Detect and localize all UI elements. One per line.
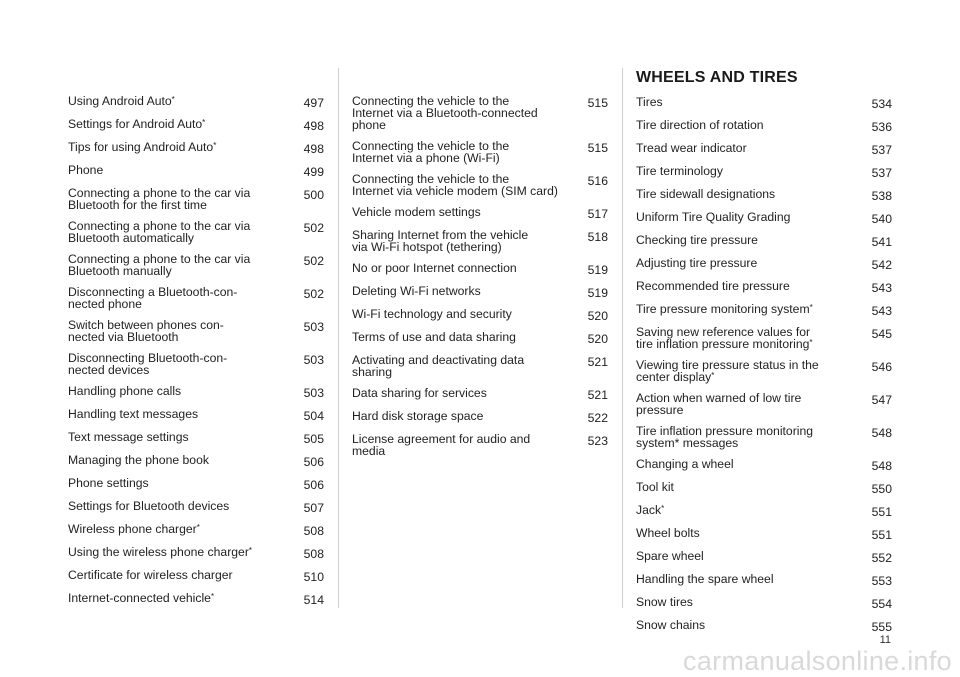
toc-entry-page: 523 (587, 434, 608, 448)
toc-entry-line: via Wi-Fi hotspot (tethering) (352, 240, 502, 254)
toc-entry-line: Action when warned of low tire (636, 391, 802, 405)
toc-entry-line: Uniform Tire Quality Grading (636, 210, 791, 224)
toc-entry[interactable] (636, 481, 892, 495)
watermark: carmanualsonline.info (683, 646, 952, 676)
toc-entry-line: Hard disk storage space (352, 409, 484, 423)
toc-entry-title (636, 550, 864, 562)
toc-entry-line: No or poor Internet connection (352, 261, 517, 275)
toc-entry-line: Bluetooth manually (68, 264, 172, 278)
toc-entry[interactable] (352, 140, 608, 164)
footnote-star: * (213, 141, 217, 150)
toc-entry-page: 555 (871, 620, 892, 634)
toc-entry-title (636, 392, 864, 416)
toc-entry[interactable] (68, 187, 324, 211)
toc-entry-title (352, 410, 580, 422)
toc-column-3 (636, 69, 892, 642)
toc-entry-page: 548 (871, 459, 892, 473)
toc-entry-line: License agreement for audio and (352, 432, 531, 446)
toc-entry-line: Settings for Android Auto (68, 117, 203, 131)
toc-entry-line: Certificate for wireless charger (68, 568, 233, 582)
toc-entry-line: tire inflation pressure monitoring (636, 337, 810, 351)
toc-entry-page: 552 (871, 551, 892, 565)
toc-entry-title (636, 596, 864, 608)
toc-entry-title (636, 619, 864, 631)
footnote-star: * (202, 118, 206, 127)
toc-entry[interactable] (636, 234, 892, 248)
toc-entry-title (68, 569, 296, 581)
toc-entry-page: 502 (303, 221, 324, 235)
toc-entry-page: 502 (303, 287, 324, 301)
toc-entry-line: nected phone (68, 297, 142, 311)
toc-entry-page: 499 (303, 165, 324, 179)
toc-entry[interactable] (352, 308, 608, 322)
toc-entry-page: 498 (303, 119, 324, 133)
toc-entry-title (68, 187, 296, 211)
toc-entry-page: 503 (303, 386, 324, 400)
toc-entry-line: nected devices (68, 363, 150, 377)
toc-entry-line: pressure (636, 403, 684, 417)
toc-entry-line: Tire inflation pressure monitoring (636, 424, 814, 438)
toc-entry-line: Connecting the vehicle to the (352, 172, 510, 186)
toc-entry-page: 537 (871, 143, 892, 157)
toc-entry[interactable] (636, 504, 892, 518)
toc-entry-page: 503 (303, 353, 324, 367)
toc-entry-line: nected via Bluetooth (68, 330, 179, 344)
toc-entry[interactable] (68, 286, 324, 310)
toc-entry[interactable] (68, 546, 324, 560)
toc-entry-title (352, 206, 580, 218)
toc-entry[interactable] (636, 119, 892, 133)
toc-entry-line: Tread wear indicator (636, 141, 747, 155)
toc-entry-line: Connecting the vehicle to the (352, 94, 510, 108)
toc-entry-page: 510 (303, 570, 324, 584)
toc-entry-page: 518 (587, 230, 608, 244)
toc-entry[interactable] (68, 164, 324, 178)
toc-entry-line: Managing the phone book (68, 453, 209, 467)
toc-entry-title (352, 331, 580, 343)
toc-entry-line: Adjusting tire pressure (636, 256, 758, 270)
toc-entry-line: Using the wireless phone charger (68, 545, 249, 559)
toc-entry[interactable] (636, 303, 892, 317)
toc-entry-line: Tire sidewall designations (636, 187, 776, 201)
toc-entry-line: Vehicle modem settings (352, 205, 481, 219)
footnote-star: * (809, 338, 813, 347)
toc-entry-page: 497 (303, 96, 324, 110)
toc-entry[interactable] (68, 319, 324, 343)
footnote-star: * (210, 592, 215, 601)
toc-entry-line: Internet-connected vehicle (68, 591, 211, 605)
toc-entry-line: Changing a wheel (636, 457, 734, 471)
toc-entry-line: sharing (352, 365, 392, 379)
toc-entry-title (636, 280, 864, 292)
toc-entry-page: 516 (587, 174, 608, 188)
toc-entry-title (636, 165, 864, 177)
toc-entry[interactable] (636, 392, 892, 416)
toc-entry-title (68, 253, 296, 277)
toc-entry-title (68, 286, 296, 310)
toc-entry[interactable] (68, 500, 324, 514)
toc-entry[interactable] (636, 359, 892, 383)
toc-entry[interactable] (636, 211, 892, 225)
toc-entry-line: Wireless phone charger (68, 522, 197, 536)
toc-entry-line: Handling text messages (68, 407, 199, 421)
toc-column-2 (352, 95, 608, 466)
toc-entry[interactable] (68, 454, 324, 468)
toc-entry[interactable] (352, 433, 608, 457)
toc-entry-line: Recommended tire pressure (636, 279, 790, 293)
toc-entry-page: 541 (871, 235, 892, 249)
toc-entry-line: Using Android Auto (68, 94, 172, 108)
toc-entry-page: 517 (587, 207, 608, 221)
toc-entry-title (68, 408, 296, 420)
toc-entry-title (352, 173, 580, 197)
toc-entry-page: 554 (871, 597, 892, 611)
toc-entry-line: Data sharing for services (352, 386, 487, 400)
toc-entry-page: 551 (871, 505, 892, 519)
toc-entry[interactable] (352, 354, 608, 378)
toc-entry-title (352, 433, 580, 457)
toc-entry-title (636, 504, 864, 516)
toc-entry-line: Viewing tire pressure status in the (636, 358, 819, 372)
toc-entry[interactable] (68, 431, 324, 445)
toc-entry-line: Tire direction of rotation (636, 118, 764, 132)
toc-entry-page: 520 (587, 332, 608, 346)
toc-entry-title (68, 319, 296, 343)
toc-entry-page: 515 (587, 141, 608, 155)
toc-entry-line: Handling the spare wheel (636, 572, 774, 586)
toc-entry-title (68, 592, 296, 604)
toc-entry-title (352, 387, 580, 399)
toc-entry-page: 508 (303, 547, 324, 561)
toc-entry-line: Deleting Wi-Fi networks (352, 284, 481, 298)
toc-entry-page: 547 (871, 393, 892, 407)
toc-entry-page: 521 (587, 388, 608, 402)
toc-entry-title (352, 308, 580, 320)
toc-entry-title (68, 546, 296, 558)
toc-entry-page: 536 (871, 120, 892, 134)
footnote-star: * (171, 95, 175, 104)
toc-entry[interactable] (68, 408, 324, 422)
toc-entry-line: Phone (68, 163, 104, 177)
toc-entry-title (68, 500, 296, 512)
toc-entry-line: Internet via vehicle modem (SIM card) (352, 184, 558, 198)
column-divider (622, 68, 623, 608)
toc-entry-page: 519 (587, 263, 608, 277)
toc-entry-title (352, 95, 580, 131)
toc-entry-title (352, 262, 580, 274)
toc-entry-line: Settings for Bluetooth devices (68, 499, 230, 513)
toc-entry[interactable] (636, 458, 892, 472)
toc-entry-title (636, 326, 864, 350)
toc-entry[interactable] (68, 569, 324, 583)
toc-entry-line: phone (352, 118, 386, 132)
toc-entry-page: 520 (587, 309, 608, 323)
toc-entry-page: 498 (303, 142, 324, 156)
toc-entry-page: 515 (587, 96, 608, 110)
toc-entry-title (352, 140, 580, 164)
toc-entry-page: 506 (303, 478, 324, 492)
toc-entry-line: Tire terminology (636, 164, 723, 178)
toc-entry[interactable] (352, 95, 608, 131)
toc-entry[interactable] (636, 527, 892, 541)
toc-entry-page: 553 (871, 574, 892, 588)
toc-entry-page: 543 (871, 304, 892, 318)
toc-entry-line: Connecting the vehicle to the (352, 139, 510, 153)
toc-entry-page: 538 (871, 189, 892, 203)
toc-entry-line: media (352, 444, 386, 458)
toc-entry-page: 522 (587, 411, 608, 425)
toc-entry-line: Switch between phones con- (68, 318, 224, 332)
toc-entry-title (68, 118, 296, 130)
toc-entry-line: Tool kit (636, 480, 674, 494)
toc-entry-line: Checking tire pressure (636, 233, 758, 247)
toc-entry[interactable] (636, 326, 892, 350)
toc-entry-title (352, 354, 580, 378)
toc-entry-title (636, 527, 864, 539)
toc-column-1 (68, 95, 324, 615)
toc-entry-title (636, 481, 864, 493)
toc-entry-page: 505 (303, 432, 324, 446)
toc-entry-page: 502 (303, 254, 324, 268)
toc-entry-line: Connecting a phone to the car via (68, 186, 251, 200)
toc-entry[interactable] (352, 331, 608, 345)
footnote-star: * (711, 371, 715, 380)
toc-entry-line: Internet via a phone (Wi-Fi) (352, 151, 500, 165)
toc-entry-title (68, 477, 296, 489)
toc-entry[interactable] (68, 352, 324, 376)
toc-entry[interactable] (636, 280, 892, 294)
toc-entry[interactable] (352, 262, 608, 276)
toc-entry-line: Disconnecting a Bluetooth-con- (68, 285, 238, 299)
toc-entry-page: 537 (871, 166, 892, 180)
toc-entry-title (636, 573, 864, 585)
toc-entry-title (636, 96, 864, 108)
toc-entry-line: Handling phone calls (68, 384, 182, 398)
toc-entry-title (636, 188, 864, 200)
toc-entry[interactable] (636, 596, 892, 610)
toc-entry[interactable] (636, 425, 892, 449)
toc-entry-page: 548 (871, 426, 892, 440)
toc-entry-line: Snow chains (636, 618, 706, 632)
toc-entry-line: Bluetooth for the first time (68, 198, 207, 212)
toc-entry-title (68, 523, 296, 535)
toc-entry-line: center display (636, 370, 712, 384)
toc-entry-page: 500 (303, 188, 324, 202)
toc-entry-title (68, 454, 296, 466)
toc-entry[interactable] (68, 523, 324, 537)
toc-entry-line: Activating and deactivating data (352, 353, 525, 367)
toc-entry-title (68, 431, 296, 443)
toc-entry[interactable] (352, 206, 608, 220)
toc-entry-line: Jack (636, 503, 662, 517)
toc-entry[interactable] (352, 229, 608, 253)
toc-entry[interactable] (636, 619, 892, 633)
toc-entry-line: Internet via a Bluetooth-connected (352, 106, 538, 120)
toc-entry-title (68, 164, 296, 176)
toc-entry-page: 542 (871, 258, 892, 272)
toc-entry-page: 519 (587, 286, 608, 300)
toc-entry[interactable] (636, 96, 892, 110)
toc-entry-page: 503 (303, 320, 324, 334)
toc-entry[interactable] (68, 220, 324, 244)
toc-entry[interactable] (68, 118, 324, 132)
toc-entry-line: Wheel bolts (636, 526, 700, 540)
toc-entry[interactable] (68, 477, 324, 491)
footnote-star: * (661, 504, 665, 513)
toc-entry-title (636, 119, 864, 131)
toc-entry-page: 546 (871, 360, 892, 374)
toc-entry-title (636, 359, 864, 383)
toc-entry-line: Terms of use and data sharing (352, 330, 516, 344)
toc-entry-line: Snow tires (636, 595, 693, 609)
toc-entry-line: Tire pressure monitoring system (636, 302, 810, 316)
toc-entry-page: 504 (303, 409, 324, 423)
toc-entry-page: 514 (303, 593, 324, 607)
toc-entry[interactable] (68, 592, 324, 606)
toc-entry[interactable] (352, 285, 608, 299)
toc-entry-page: 508 (303, 524, 324, 538)
toc-entry-title (68, 95, 296, 107)
toc-entry[interactable] (68, 95, 324, 109)
toc-entry[interactable] (68, 141, 324, 155)
toc-entry-title (68, 220, 296, 244)
toc-entry[interactable] (636, 257, 892, 271)
toc-entry[interactable] (636, 142, 892, 156)
toc-entry-line: Bluetooth automatically (68, 231, 195, 245)
toc-entry-line: Tips for using Android Auto (68, 140, 214, 154)
toc-entry-title (352, 229, 580, 253)
column-divider (338, 68, 339, 608)
toc-entry-line: Wi-Fi technology and security (352, 307, 512, 321)
toc-entry-title (636, 425, 864, 449)
toc-entry[interactable] (636, 165, 892, 179)
toc-entry-title (636, 234, 864, 246)
footnote-star: * (248, 546, 253, 555)
toc-entry-title (352, 285, 580, 297)
toc-entry-page: 506 (303, 455, 324, 469)
page-number: 11 (879, 634, 891, 646)
toc-entry-page: 545 (871, 327, 892, 341)
toc-entry-line: Saving new reference values for (636, 325, 811, 339)
toc-entry[interactable] (68, 385, 324, 399)
toc-entry-line: system* messages (636, 436, 739, 450)
toc-entry[interactable] (352, 173, 608, 197)
toc-entry-line: Disconnecting Bluetooth-con- (68, 351, 228, 365)
toc-entry-line: Connecting a phone to the car via (68, 252, 251, 266)
footnote-star: * (196, 523, 200, 532)
footnote-star: * (809, 303, 813, 312)
toc-entry-page: 521 (587, 355, 608, 369)
toc-entry-page: 550 (871, 482, 892, 496)
toc-entry-page: 507 (303, 501, 324, 515)
section-title: WHEELS AND TIRES (636, 69, 798, 86)
toc-entry-title (68, 352, 296, 376)
toc-entry[interactable] (352, 410, 608, 424)
toc-entry-line: Connecting a phone to the car via (68, 219, 251, 233)
toc-entry-title (636, 211, 864, 223)
toc-entry-page: 543 (871, 281, 892, 295)
toc-entry-page: 534 (871, 97, 892, 111)
toc-entry-line: Text message settings (68, 430, 189, 444)
toc-entry[interactable] (68, 253, 324, 277)
toc-entry-title (636, 458, 864, 470)
toc-entry[interactable] (352, 387, 608, 401)
toc-entry-line: Phone settings (68, 476, 149, 490)
toc-entry-page: 540 (871, 212, 892, 226)
toc-entry-title (636, 303, 864, 315)
toc-entry[interactable] (636, 573, 892, 587)
toc-entry-line: Tires (636, 95, 663, 109)
toc-entry-line: Sharing Internet from the vehicle (352, 228, 529, 242)
toc-entry-line: Spare wheel (636, 549, 704, 563)
toc-entry-title (68, 141, 296, 153)
toc-entry[interactable] (636, 550, 892, 564)
toc-entry-title (636, 257, 864, 269)
toc-entry[interactable] (636, 188, 892, 202)
toc-entry-title (68, 385, 296, 397)
toc-entry-title (636, 142, 864, 154)
toc-entry-page: 551 (871, 528, 892, 542)
